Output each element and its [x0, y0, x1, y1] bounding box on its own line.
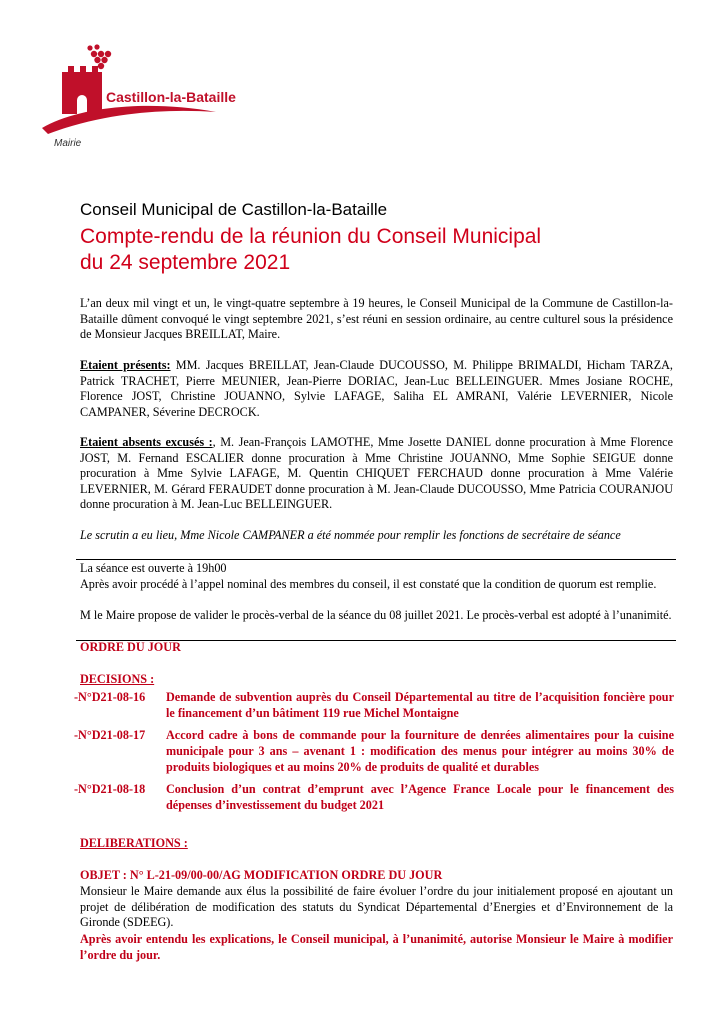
present-label: Etaient présents: [80, 358, 171, 372]
decisions-heading: DECISIONS : [80, 672, 155, 686]
divider [76, 559, 676, 560]
decision-text: Conclusion d’un contrat d’emprunt avec l’Agence France Locale pour le financement des dépenses d’investissement du budget 2021 [166, 782, 674, 812]
decision-number: -N°D21-08-16 [74, 690, 146, 704]
minutes-paragraph: M le Maire propose de valider le procès-verbal de la séance du 08 juillet 2021. Le procès-verbal est adopté à l’unanimité. [80, 608, 672, 622]
object-body: Monsieur le Maire demande aux élus la possibilité de faire évoluer l’ordre du jour initialement proposé en ajoutant un projet de délibération de modification des statuts du Syndicat Départemental d’Energies et d’Environnement de la Gironde (SDEEG). [80, 884, 673, 930]
intro-paragraph: L’an deux mil vingt et un, le vingt-quatre septembre à 19 heures, le Conseil Municipal de la Commune de Castillon-la-Bataille dûment convoqué le vingt septembre 2021, s’est réuni en session ordinaire, au centre culturel sous la présidence de Monsieur Jacques BREILLAT, Maire. [80, 296, 673, 342]
absent-label: Etaient absents excusés : [80, 435, 213, 449]
report-title-line-1: Compte-rendu de la réunion du Conseil Municipal [80, 225, 542, 248]
absent-paragraph [80, 435, 673, 513]
decision-number: -N°D21-08-18 [74, 782, 146, 796]
council-heading: Conseil Municipal de Castillon-la-Bataille [80, 200, 388, 219]
absent-list: , M. Jean-François LAMOTHE, Mme Josette DANIEL donne procuration à Mme Florence JOST, M. Fernand ESCALIER donne procuration à Mme Christine JOUANNO, Mme Sophie SEIGUE donne procuration à Mme Sylvie LAFAGE, M. Quentin CHIQUET FERCHAUD donne procuration à Mme Valérie LEVERNIER, M. Gérard FERAUDET donne procuration à M. Jean-Claude DUCOUSSO, Mme Patricia COURANJOU donne procuration à M. Jean-Luc BELLEINGUER. [80, 435, 673, 512]
logo-town-name: Castillon-la-Bataille [106, 89, 236, 105]
secretary-paragraph: Le scrutin a eu lieu, Mme Nicole CAMPANER a été nommée pour remplir les fonctions de secrétaire de séance [80, 528, 621, 542]
decision-text: Accord cadre à bons de commande pour la fourniture de denrées alimentaires pour la cuisine municipale pour 3 ans – avenant 1 : modification des menus pour intégrer au moins 30% de produits biologiques et au moins 20% de produits de qualité et durables [166, 728, 674, 774]
deliberations-heading: DELIBERATIONS : [80, 836, 188, 850]
report-title-line-2: du 24 septembre 2021 [80, 251, 291, 274]
town-logo [40, 42, 260, 154]
object-heading: OBJET : N° L-21-09/00-00/AG MODIFICATION ORDRE DU JOUR [80, 868, 443, 882]
quorum-paragraph: Après avoir procédé à l’appel nominal des membres du conseil, il est constaté que la condition de quorum est remplie. [80, 577, 657, 591]
present-list: MM. Jacques BREILLAT, Jean-Claude DUCOUSSO, M. Philippe BRIMALDI, Hicham TARZA, Patrick TRACHET, Pierre MEUNIER, Jean-Pierre DORIAC, Jean-Luc BELLEINGUER. Mmes Josiane ROCHE, Florence JOST, Christine JOUANNO, Sylvie LAFAGE, Saliha EL AMRANI, Valérie LEVERNIER, Nicole CAMPANER, Séverine DECROCK. [80, 358, 673, 419]
decision-text: Demande de subvention auprès du Conseil Départemental au titre de l’acquisition foncière pour le financement d’un bâtiment 119 rue Michel Montaigne [166, 690, 674, 720]
present-paragraph [80, 358, 673, 420]
object-decision: Après avoir entendu les explications, le Conseil municipal, à l’unanimité, autorise Monsieur le Maire à modifier l’ordre du jour. [80, 932, 673, 962]
logo-mairie-label: Mairie [54, 138, 82, 149]
agenda-heading: ORDRE DU JOUR [80, 640, 181, 654]
session-opening: La séance est ouverte à 19h00 [80, 561, 227, 575]
decision-number: -N°D21-08-17 [74, 728, 146, 742]
report-title [80, 224, 541, 276]
